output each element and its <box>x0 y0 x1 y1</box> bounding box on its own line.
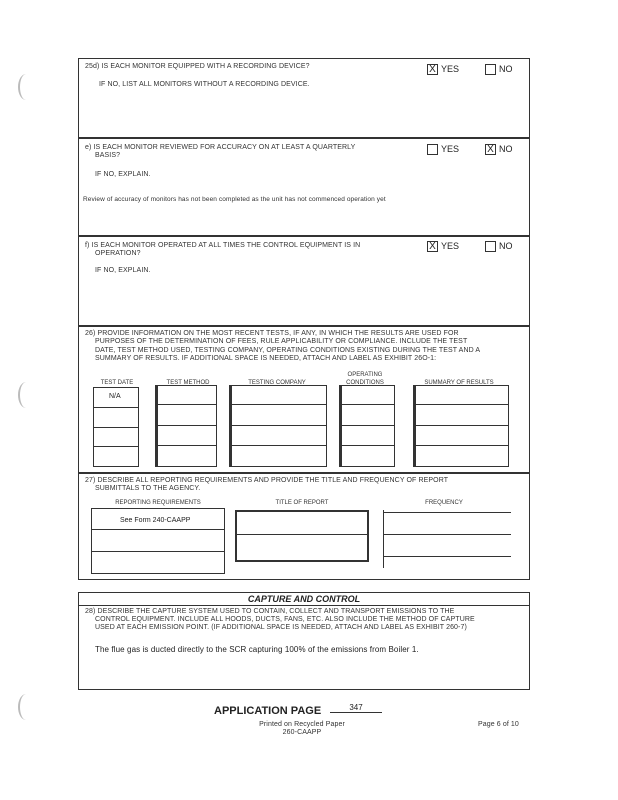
footer-form: 260-CAAPP <box>282 729 322 736</box>
operating-conditions-column[interactable] <box>339 385 395 467</box>
title-of-report-column[interactable] <box>235 510 369 562</box>
punch-hole-top <box>18 74 34 100</box>
q26-line3: DATE, TEST METHOD USED, TESTING COMPANY, OPERATING CONDITIONS EXISTING DURING THE TEST AND A <box>95 347 481 354</box>
q25d-question: 25d) IS EACH MONITOR EQUIPPED WITH A RECORDING DEVICE? <box>85 63 310 70</box>
footer-title: APPLICATION PAGE <box>214 705 322 717</box>
reporting-requirements-value: See Form 240-CAAPP <box>120 517 191 524</box>
section-25e <box>78 138 530 236</box>
footer-printed: Printed on Recycled Paper <box>259 721 345 728</box>
capture-heading: CAPTURE AND CONTROL <box>247 594 361 604</box>
q28-line3: USED AT EACH EMISSION POINT. (IF ADDITIONAL SPACE IS NEEDED, ATTACH AND LABEL AS EXHIBIT 260-7) <box>95 624 467 631</box>
row-line <box>384 534 511 535</box>
q28-line2: CONTROL EQUIPMENT. INCLUDE ALL HOODS, DUCTS, FANS, ETC. ALSO INCLUDE THE METHOD OF CAPTURE <box>95 616 475 623</box>
q25d-yes-checkbox[interactable]: X <box>427 64 438 75</box>
col-header-test-method: TEST METHOD <box>166 380 210 386</box>
q25e-question-cont: BASIS? <box>95 152 121 159</box>
q25f-sub: IF NO, EXPLAIN. <box>95 267 151 274</box>
q25d-sub: IF NO, LIST ALL MONITORS WITHOUT A RECORDING DEVICE. <box>99 81 310 88</box>
col-header-testing-company: TESTING COMPANY <box>248 380 306 386</box>
q25e-no-label: NO <box>499 144 513 154</box>
test-date-column[interactable] <box>93 387 139 467</box>
q25d-no-label: NO <box>499 64 513 74</box>
col-header-test-date: TEST DATE <box>100 380 134 386</box>
col-header-conditions: CONDITIONS <box>346 380 384 386</box>
q25f-question: f) IS EACH MONITOR OPERATED AT ALL TIMES THE CONTROL EQUIPMENT IS IN <box>85 242 361 249</box>
summary-results-column[interactable] <box>413 385 509 467</box>
testing-company-column[interactable] <box>229 385 327 467</box>
row-line <box>94 407 138 408</box>
punch-hole-middle <box>18 382 34 408</box>
q27-line2: SUBMITTALS TO THE AGENCY. <box>95 485 201 492</box>
test-method-column[interactable] <box>155 385 217 467</box>
row-line <box>416 445 508 446</box>
q25f-no-checkbox[interactable] <box>485 241 496 252</box>
col-header-summary: SUMMARY OF RESULTS <box>424 380 494 386</box>
footer-page-of: Page 6 of 10 <box>478 721 519 728</box>
row-line <box>94 446 138 447</box>
section-25f <box>78 236 530 326</box>
row-line <box>92 529 224 530</box>
frequency-column[interactable] <box>383 510 511 568</box>
row-line <box>384 512 511 513</box>
row-line <box>232 445 326 446</box>
q25e-answer: Review of accuracy of monitors has not been completed as the unit has not commenced operation yet <box>83 196 386 203</box>
section-27 <box>78 473 530 580</box>
punch-hole-bottom <box>18 694 34 720</box>
reporting-requirements-column[interactable] <box>91 508 225 574</box>
q26-line4: SUMMARY OF RESULTS. IF ADDITIONAL SPACE IS NEEDED, ATTACH AND LABEL AS EXHIBIT 26O-1: <box>95 355 437 362</box>
q26-line2: PURPOSES OF THE DETERMINATION OF FEES, RULE APPLICABILITY OR COMPLIANCE. INCLUDE THE TEST <box>95 338 468 345</box>
footer-page-number: 347 <box>330 703 382 713</box>
row-line <box>342 404 394 405</box>
row-line <box>384 556 511 557</box>
row-line <box>416 425 508 426</box>
col-header-frequency: FREQUENCY <box>425 500 463 506</box>
section-26 <box>78 326 530 473</box>
test-date-value: N/A <box>109 393 121 400</box>
col-header-operating: OPERATING <box>347 372 383 378</box>
q25f-no-label: NO <box>499 241 513 251</box>
row-line <box>158 445 216 446</box>
row-line <box>342 445 394 446</box>
q25e-question: e) IS EACH MONITOR REVIEWED FOR ACCURACY ON AT LEAST A QUARTERLY <box>85 144 356 151</box>
q28-line1: 28) DESCRIBE THE CAPTURE SYSTEM USED TO CONTAIN, COLLECT AND TRANSPORT EMISSIONS TO THE <box>85 608 455 615</box>
q25d-no-checkbox[interactable] <box>485 64 496 75</box>
row-line <box>416 404 508 405</box>
row-line <box>232 425 326 426</box>
q27-line1: 27) DESCRIBE ALL REPORTING REQUIREMENTS AND PROVIDE THE TITLE AND FREQUENCY OF REPORT <box>85 477 449 484</box>
row-line <box>94 427 138 428</box>
q25f-yes-label: YES <box>441 241 460 251</box>
row-line <box>232 404 326 405</box>
row-line <box>158 425 216 426</box>
q25d-yes-label: YES <box>441 64 460 74</box>
q25e-yes-checkbox[interactable] <box>427 144 438 155</box>
q28-answer: The flue gas is ducted directly to the SCR capturing 100% of the emissions from Boiler 1. <box>95 645 419 654</box>
row-line <box>158 404 216 405</box>
q25e-no-checkbox[interactable]: X <box>485 144 496 155</box>
section-25d <box>78 58 530 138</box>
q25e-yes-label: YES <box>441 144 460 154</box>
q25e-sub: IF NO, EXPLAIN. <box>95 171 151 178</box>
col-header-title: TITLE OF REPORT <box>275 500 329 506</box>
row-line <box>342 425 394 426</box>
q26-line1: 26) PROVIDE INFORMATION ON THE MOST RECENT TESTS, IF ANY, IN WHICH THE RESULTS ARE USED FOR <box>85 330 459 337</box>
heading-divider <box>79 605 529 606</box>
q25f-question-cont: OPERATION? <box>95 250 141 257</box>
row-line <box>237 534 367 535</box>
q25f-yes-checkbox[interactable]: X <box>427 241 438 252</box>
row-line <box>92 551 224 552</box>
section-capture-and-control <box>78 592 530 690</box>
col-header-reporting: REPORTING REQUIREMENTS <box>115 500 201 506</box>
